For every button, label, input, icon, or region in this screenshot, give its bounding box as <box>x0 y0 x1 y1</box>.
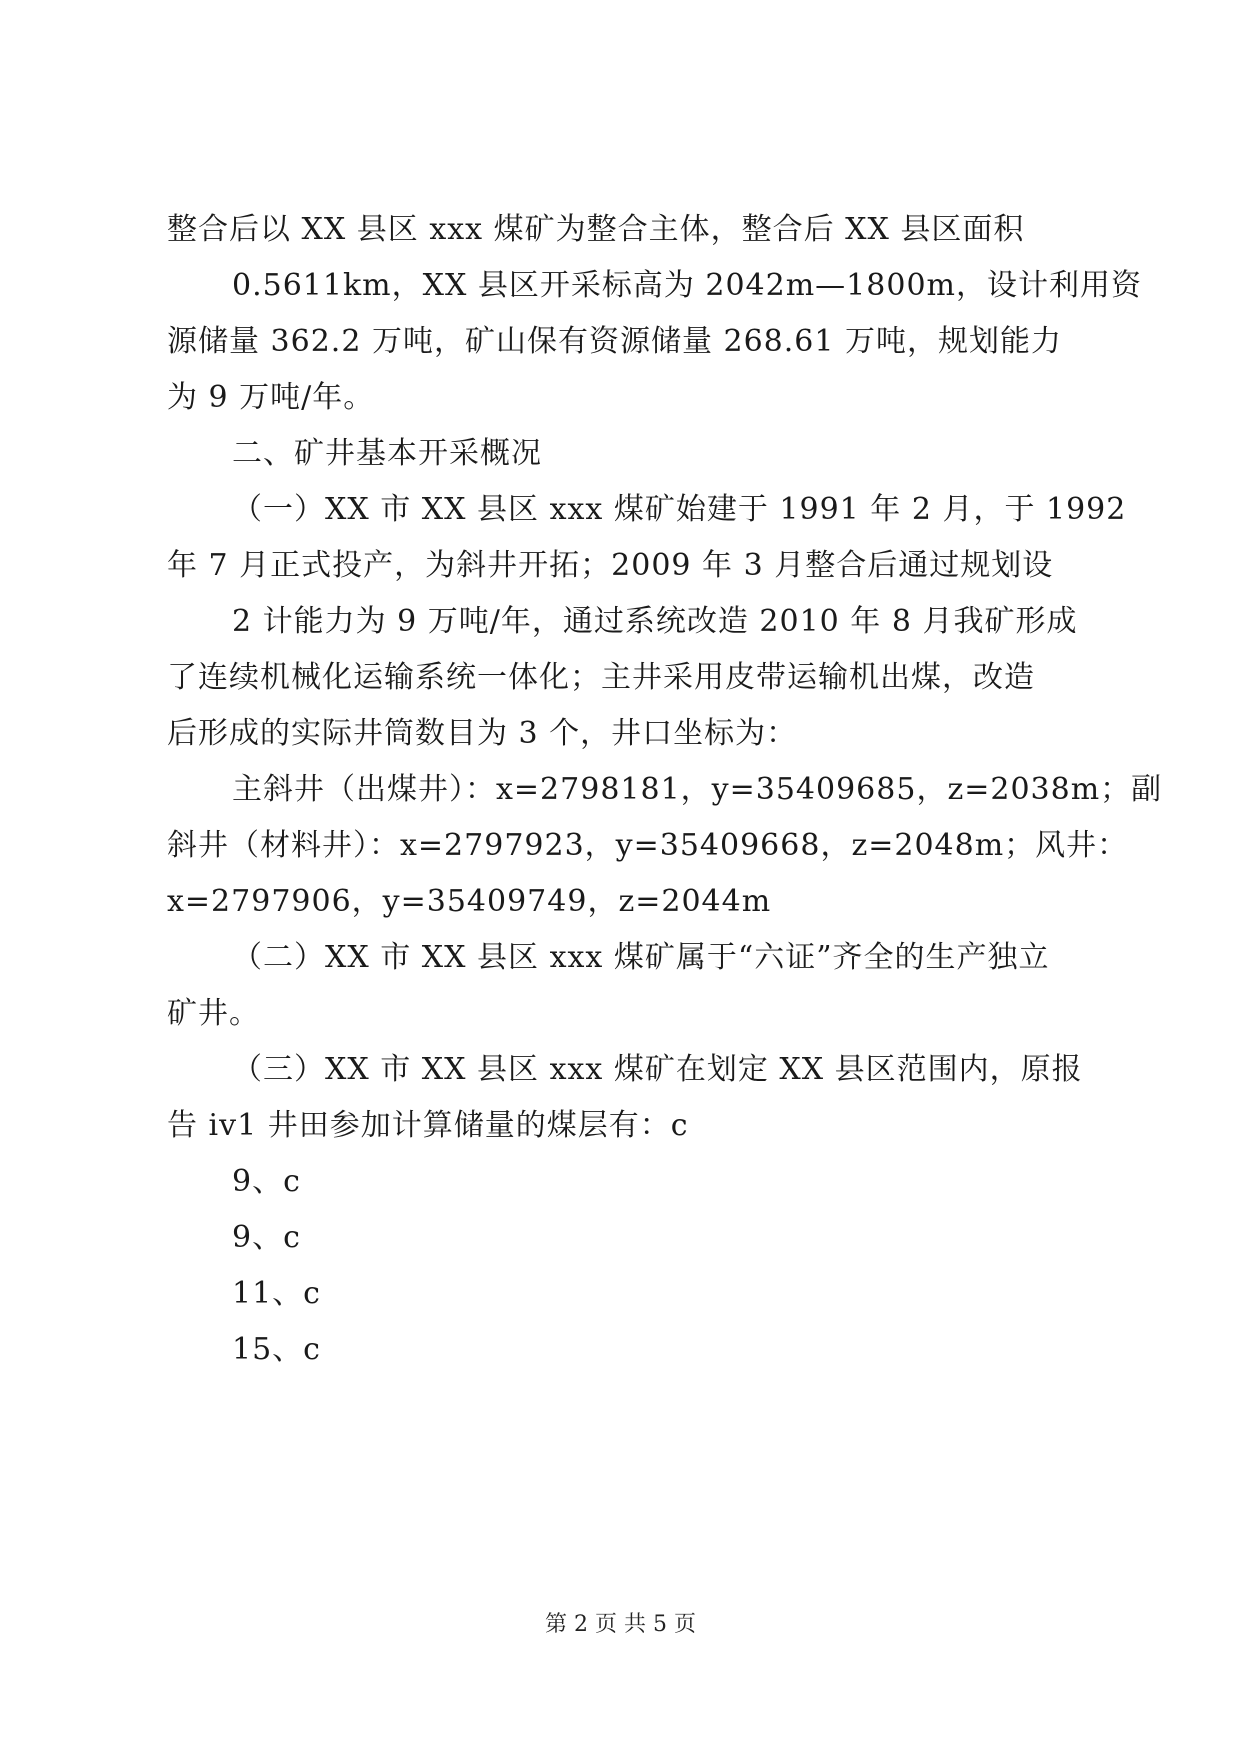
text-line: 主斜井（出煤井）：x=2798181，y=35409685，z=2038m；副 <box>232 772 1163 807</box>
text-line: 年 7 月正式投产，为斜井开拓；2009 年 3 月整合后通过规划设 <box>167 548 1054 583</box>
page-number-footer: 第 2 页 共 5 页 <box>545 1612 696 1637</box>
list-item: 11、c <box>232 1276 321 1311</box>
text-line: 了连续机械化运输系统一体化；主井采用皮带运输机出煤，改造 <box>167 660 1035 695</box>
list-item: 9、c <box>232 1164 301 1199</box>
text-line: 0.5611km，XX 县区开采标高为 2042m—1800m，设计利用资 <box>232 268 1142 303</box>
text-line: （一）XX 市 XX 县区 xxx 煤矿始建于 1991 年 2 月，于 1992 <box>232 492 1127 527</box>
text-line: 为 9 万吨/年。 <box>167 380 375 415</box>
text-line: 2 计能力为 9 万吨/年，通过系统改造 2010 年 8 月我矿形成 <box>232 604 1078 639</box>
text-line: 矿井。 <box>167 996 260 1031</box>
text-line: 整合后以 XX 县区 xxx 煤矿为整合主体，整合后 XX 县区面积 <box>167 212 1025 247</box>
list-item: 9、c <box>232 1220 301 1255</box>
text-line: 斜井（材料井）：x=2797923，y=35409668，z=2048m；风井： <box>167 828 1129 863</box>
text-line: （三）XX 市 XX 县区 xxx 煤矿在划定 XX 县区范围内，原报 <box>232 1052 1083 1087</box>
list-item: 15、c <box>232 1332 321 1367</box>
text-line: 后形成的实际井筒数目为 3 个，井口坐标为： <box>167 716 798 751</box>
text-line: 告 iv1 井田参加计算储量的煤层有：c <box>167 1108 689 1143</box>
section-heading: 二、矿井基本开采概况 <box>232 436 542 471</box>
text-line: （二）XX 市 XX 县区 xxx 煤矿属于“六证”齐全的生产独立 <box>232 940 1050 975</box>
text-line: x=2797906，y=35409749，z=2044m <box>167 884 772 919</box>
text-line: 源储量 362.2 万吨，矿山保有资源储量 268.61 万吨，规划能力 <box>167 324 1062 359</box>
